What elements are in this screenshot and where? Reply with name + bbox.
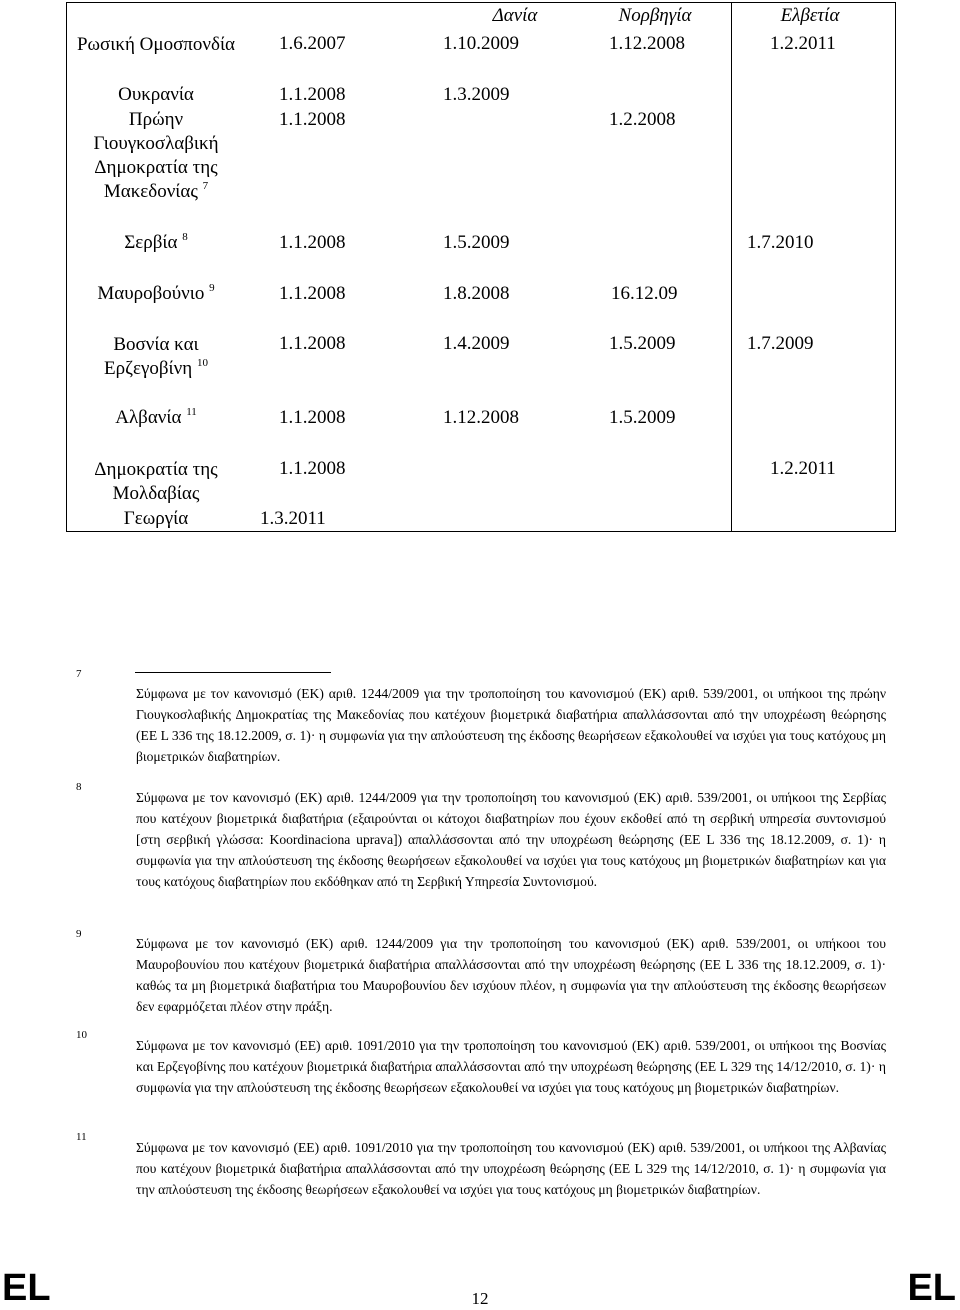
date-cell: 1.5.2009 [443, 232, 510, 253]
footnote-text: Σύμφωνα με τον κανονισμό (ΕΚ) αριθ. 1244/2009 για την τροποποίηση του κανονισμού (ΕΚ) αριθ. 539/2001, οι υπήκοοι της Σερβίας που κατέχουν βιομετρικά διαβατήρια (εξαιρούνται οι κάτοχοι διαβατηρίων που έχουν εκδοθεί από τη σερβική υπηρεσία συντονισμού [στη σερβική γλώσσα: Koordinaciona uprava]) απαλλάσσονται από την υποχρέωση θεώρησης (ΕΕ L 336 της 18.12.2009, σ. 1)· η συμφωνία για την απλούστευση της έκδοσης θεωρήσεων εξακολουθεί να ισχύει για τους κατόχους μη βιομετρικών διαβατηρίων και για τους κατόχους διαβατηρίων που εκδόθηκαν από τη Σερβική Υπηρεσία Συντονισμού. [136, 790, 886, 889]
country-cell: Αλβανία $^{11}$ [115, 405, 197, 428]
date-cell: 1.1.2008 [279, 458, 346, 479]
footnote-number: 7 [76, 668, 82, 680]
footnote-ref: 7 [202, 179, 209, 192]
date-cell: 1.2.2008 [609, 109, 676, 130]
date-cell: 1.1.2008 [279, 333, 346, 354]
country-cell: Δημοκρατία της Μολδαβίας [94, 459, 218, 504]
date-cell: 1.4.2009 [443, 333, 510, 354]
country-cell: Μαυροβούνιο $^9$ [97, 281, 215, 304]
footnote-number: 11 [76, 1131, 87, 1143]
footnote-ref: 11 [186, 405, 197, 418]
footnote-text: Σύμφωνα με τον κανονισμό (ΕΕ) αριθ. 1091/2010 για την τροποποίηση του κανονισμού (ΕΚ) αριθ. 539/2001, οι υπήκοοι της Βοσνίας και Ερζεγοβίνης που κατέχουν βιομετρικά διαβατήρια απαλλάσσονται από την υποχρέωση θεώρησης (ΕΕ L 329 της 14/12/2010, σ. 1)· η συμφωνία για την απλούστευση της έκδοσης θεωρήσεων εξακολουθεί να ισχύει για τους κατόχους μη βιομετρικών διαβατηρίων. [136, 1038, 886, 1095]
footnote-number: 8 [76, 781, 82, 793]
footnote-text: Σύμφωνα με τον κανονισμό (ΕΚ) αριθ. 1244/2009 για την τροποποίηση του κανονισμού (ΕΚ) αριθ. 539/2001, οι υπήκοοι του Μαυροβουνίου που κατέχουν βιομετρικά διαβατήρια απαλλάσσονται από την υποχρέωση θεώρησης (ΕΕ L 336 της 18.12.2009, σ. 1)· καθώς τα μη βιομετρικά διαβατήρια του Μαυροβουνίου δεν ισχύουν πλέον, η συμφωνία για την απλούστευση της έκδοσης θεωρήσεων δεν εφαρμόζεται πλέον στην πράξη. [136, 936, 886, 1014]
date-cell: 1.12.2008 [609, 33, 685, 54]
date-cell: 1.10.2009 [443, 33, 519, 54]
date-cell: 1.1.2008 [279, 283, 346, 304]
footnote-ref: 8 [182, 230, 188, 243]
date-cell: 1.1.2008 [279, 84, 346, 105]
footnote-separator [135, 672, 331, 673]
country-cell: Σερβία $^8$ [124, 230, 188, 253]
date-cell: 1.7.2009 [747, 333, 814, 354]
date-cell: 1.7.2010 [747, 232, 814, 253]
date-cell: 1.2.2011 [770, 33, 836, 54]
country-cell: Γεωργία [123, 508, 189, 529]
footnote-text: Σύμφωνα με τον κανονισμό (ΕΚ) αριθ. 1244/2009 για την τροποποίηση του κανονισμού (ΕΚ) αριθ. 539/2001, οι υπήκοοι της πρώην Γιουγκοσλαβικής Δημοκρατίας της Μακεδονίας που κατέχουν βιομετρικά διαβατήρια απαλλάσσονται από την υποχρέωση θεώρησης (ΕΕ L 336 της 18.12.2009, σ. 1)· η συμφωνία για την απλούστευση της έκδοσης θεωρήσεων εξακολουθεί να ισχύει για τους κατόχους μη βιομετρικών διαβατηρίων. [136, 686, 886, 764]
country-cell: Ουκρανία [118, 84, 194, 105]
visa-dates-table [66, 2, 896, 532]
date-cell: 1.3.2009 [443, 84, 510, 105]
language-code-right: EL [907, 1267, 956, 1309]
date-cell: 16.12.09 [611, 283, 678, 304]
column-header-switzerland: Ελβετία [780, 5, 840, 26]
column-header-denmark: Δανία [492, 5, 538, 26]
footnote-ref: 9 [209, 281, 215, 294]
date-cell: 1.2.2011 [770, 458, 836, 479]
date-cell: 1.1.2008 [279, 109, 346, 130]
date-cell: 1.1.2008 [279, 407, 346, 428]
footnote-number: 9 [76, 928, 82, 940]
footnote-text: Σύμφωνα με τον κανονισμό (ΕΕ) αριθ. 1091/2010 για την τροποποίηση του κανονισμού (ΕΚ) αριθ. 539/2001, οι υπήκοοι της Αλβανίας που κατέχουν βιομετρικά διαβατήρια απαλλάσσονται από την υποχρέωση θεώρησης (ΕΕ L 329 της 14/12/2010, σ. 1)· η συμφωνία για την απλούστευση της έκδοσης θεωρήσεων εξακολουθεί να ισχύει για τους κατόχους μη βιομετρικών διαβατηρίων. [136, 1140, 886, 1197]
page-number: 12 [471, 1289, 489, 1308]
date-cell: 1.5.2009 [609, 333, 676, 354]
country-cell: Βοσνία και Ερζεγοβίνη $^{10}$ [104, 334, 208, 379]
country-cell: Ρωσική Ομοσπονδία [76, 34, 236, 55]
column-header-norway: Νορβηγία [618, 5, 692, 26]
date-cell: 1.3.2011 [260, 508, 326, 529]
country-cell: Πρώην Γιουγκοσλαβική Δημοκρατία της Μακεδονίας $^7$ [93, 109, 219, 202]
date-cell: 1.6.2007 [279, 33, 346, 54]
date-cell: 1.8.2008 [443, 283, 510, 304]
date-cell: 1.1.2008 [279, 232, 346, 253]
date-cell: 1.12.2008 [443, 407, 519, 428]
date-cell: 1.5.2009 [609, 407, 676, 428]
footnote-number: 10 [76, 1029, 87, 1041]
language-code-left: EL [2, 1267, 51, 1309]
column-divider [731, 3, 732, 531]
footnote-ref: 10 [196, 356, 208, 369]
